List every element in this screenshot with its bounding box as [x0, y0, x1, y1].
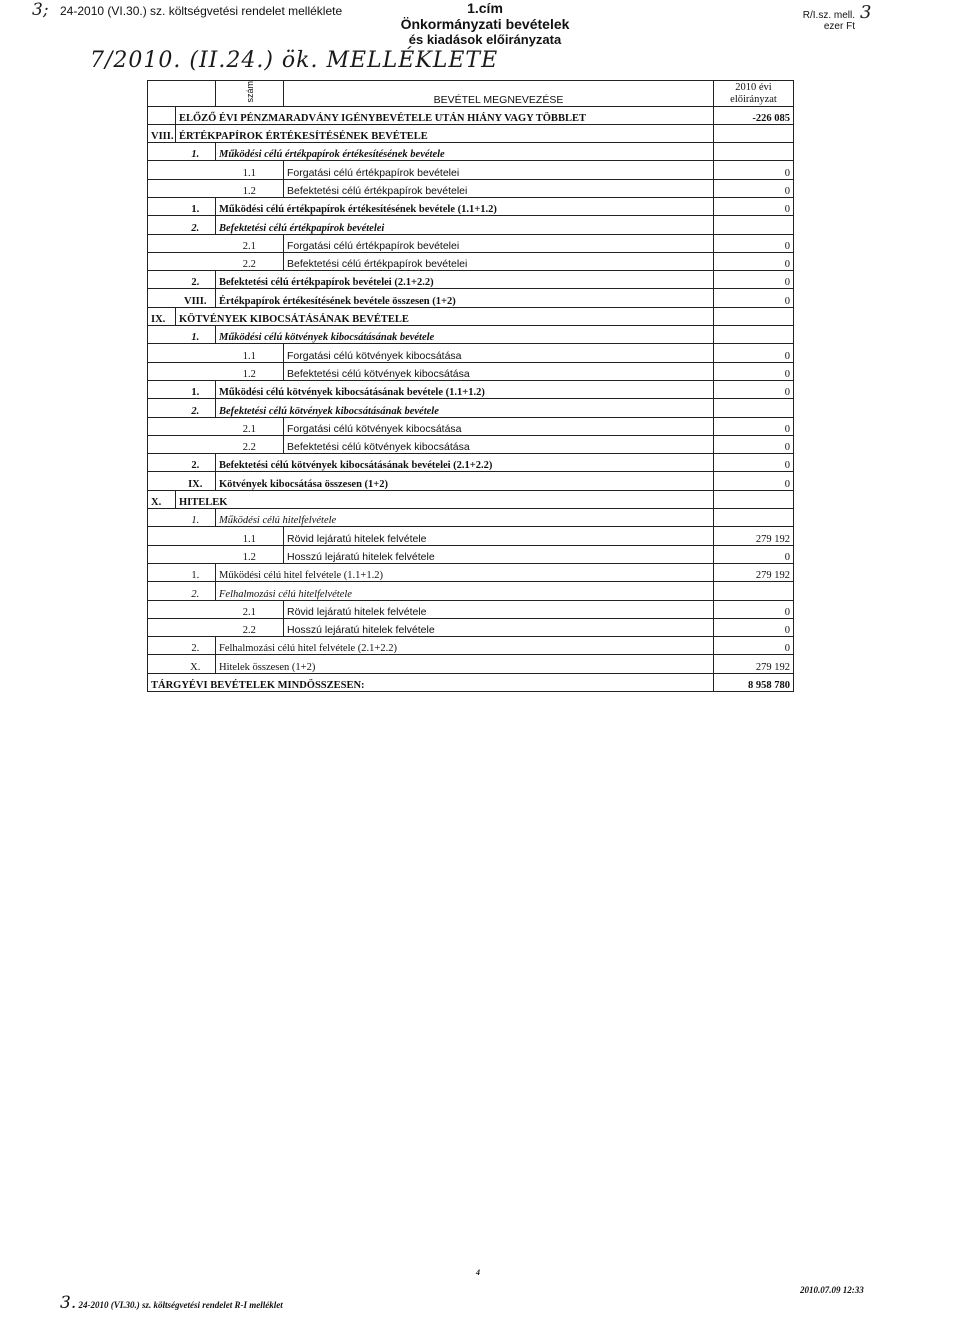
row-number [176, 435, 216, 453]
row-value [714, 509, 794, 527]
row-roman: VIII. [148, 124, 176, 142]
row-value: 279 192 [714, 527, 794, 545]
row-roman [148, 161, 176, 179]
row-number [176, 417, 216, 435]
row-roman [148, 143, 176, 161]
row-subnumber: 1.1 [216, 527, 284, 545]
year-header: 2010 évi előirányzat [714, 81, 794, 107]
row-label: ELŐZŐ ÉVI PÉNZMARADVÁNY IGÉNYBEVÉTELE UTÁN HIÁNY VAGY TÖBBLET [176, 106, 714, 124]
row-number: 2. [176, 216, 216, 234]
row-value: 279 192 [714, 563, 794, 581]
row-number [176, 545, 216, 563]
row-number: 1. [176, 509, 216, 527]
row-number: 1. [176, 563, 216, 581]
title-line-2: és kiadások előirányzata [408, 32, 562, 47]
row-label: Forgatási célú értékpapírok bevételei [284, 161, 714, 179]
row-label: Hitelek összesen (1+2) [216, 655, 714, 673]
revenue-table [147, 80, 794, 692]
row-label: Befektetési célú kötvények kibocsátásának bevételei (2.1+2.2) [216, 454, 714, 472]
footer-left [60, 1293, 283, 1313]
row-roman [148, 362, 176, 380]
row-value: 0 [714, 161, 794, 179]
footer-page-number: 4 [476, 1268, 480, 1277]
row-number: 2. [176, 637, 216, 655]
row-roman: X. [148, 490, 176, 508]
name-header: BEVÉTEL MEGNEVEZÉSE [284, 81, 714, 107]
unit-label: ezer Ft [823, 21, 855, 32]
row-label: Hosszú lejáratú hitelek felvétele [284, 618, 714, 636]
table-row [148, 216, 794, 234]
table-row [148, 380, 794, 398]
row-number [176, 161, 216, 179]
row-roman [148, 545, 176, 563]
row-label: Felhalmozási célú hitelfelvétele [216, 582, 714, 600]
table-row [148, 124, 794, 142]
row-value: 0 [714, 362, 794, 380]
row-value: 0 [714, 637, 794, 655]
row-label: Forgatási célú kötvények kibocsátása [284, 344, 714, 362]
row-value: 0 [714, 600, 794, 618]
table-row [148, 545, 794, 563]
row-value: 0 [714, 179, 794, 197]
ref-block [800, 10, 855, 32]
row-roman [148, 399, 176, 417]
row-roman [148, 198, 176, 216]
row-number [176, 600, 216, 618]
row-subnumber: 2.1 [216, 234, 284, 252]
row-number: 1. [176, 143, 216, 161]
table-row [148, 252, 794, 270]
row-label: ÉRTÉKPAPÍROK ÉRTÉKESÍTÉSÉNEK BEVÉTELE [176, 124, 714, 142]
row-label: Működési célú hitel felvétele (1.1+1.2) [216, 563, 714, 581]
row-number: VIII. [176, 289, 216, 307]
table-row [148, 179, 794, 197]
table-row [148, 307, 794, 325]
footer-text: 24-2010 (VI.30.) sz. költségvetési rendelet R-I melléklet [78, 1300, 283, 1310]
row-number [176, 179, 216, 197]
row-roman [148, 289, 176, 307]
row-roman [148, 527, 176, 545]
handwritten-page-number: 3 [860, 2, 872, 23]
title-line-1: Önkormányzati bevételek [400, 16, 570, 32]
table-row [148, 161, 794, 179]
row-subnumber: 2.2 [216, 435, 284, 453]
row-value [714, 490, 794, 508]
row-roman [148, 271, 176, 289]
table-row [148, 326, 794, 344]
row-number: 2. [176, 454, 216, 472]
row-roman [148, 563, 176, 581]
row-roman [148, 454, 176, 472]
row-roman: IX. [148, 307, 176, 325]
row-label: Hosszú lejáratú hitelek felvétele [284, 545, 714, 563]
row-number [176, 252, 216, 270]
page-mark: 3; [32, 0, 49, 20]
row-subnumber: 2.2 [216, 618, 284, 636]
row-label: Befektetési célú kötvények kibocsátása [284, 362, 714, 380]
row-value: 0 [714, 289, 794, 307]
table-row [148, 399, 794, 417]
row-roman [148, 582, 176, 600]
row-roman [148, 509, 176, 527]
row-label: Felhalmozási célú hitel felvétele (2.1+2.2) [216, 637, 714, 655]
row-roman [148, 216, 176, 234]
row-subnumber: 1.2 [216, 545, 284, 563]
row-roman [148, 618, 176, 636]
table-row [148, 143, 794, 161]
row-value [714, 143, 794, 161]
row-label: Működési célú értékpapírok értékesítésének bevétele [216, 143, 714, 161]
row-value [714, 124, 794, 142]
row-label: Működési célú kötvények kibocsátásának bevétele (1.1+1.2) [216, 380, 714, 398]
row-value: 0 [714, 380, 794, 398]
row-roman [148, 600, 176, 618]
table-row [148, 600, 794, 618]
row-roman [148, 655, 176, 673]
row-roman [148, 380, 176, 398]
row-number: X. [176, 655, 216, 673]
row-label: Befektetési célú értékpapírok bevételei [284, 252, 714, 270]
row-roman [148, 435, 176, 453]
row-value [714, 399, 794, 417]
ref-label: R/I.sz. mell. [802, 10, 855, 21]
table-header-row [148, 81, 794, 107]
table-row [148, 198, 794, 216]
row-value: 279 192 [714, 655, 794, 673]
row-subnumber: 1.1 [216, 161, 284, 179]
row-number [176, 344, 216, 362]
row-value: 0 [714, 545, 794, 563]
table-row [148, 582, 794, 600]
row-number: 1. [176, 198, 216, 216]
row-value [714, 216, 794, 234]
row-value [714, 582, 794, 600]
row-label: Befektetési célú kötvények kibocsátása [284, 435, 714, 453]
row-value: 0 [714, 472, 794, 490]
row-value: 0 [714, 435, 794, 453]
row-roman [148, 106, 176, 124]
table-row [148, 344, 794, 362]
row-value: 8 958 780 [714, 673, 794, 691]
row-label: Befektetési célú értékpapírok bevételei [284, 179, 714, 197]
row-roman [148, 326, 176, 344]
row-value: 0 [714, 454, 794, 472]
row-value: 0 [714, 618, 794, 636]
row-roman [148, 234, 176, 252]
row-number [176, 234, 216, 252]
row-roman [148, 179, 176, 197]
document-header [380, 0, 590, 47]
table-row [148, 490, 794, 508]
row-label: KÖTVÉNYEK KIBOCSÁTÁSÁNAK BEVÉTELE [176, 307, 714, 325]
footer-mark: 3. [60, 1293, 77, 1313]
row-label: Befektetési célú értékpapírok bevételei [216, 216, 714, 234]
szam-header: szám [244, 81, 255, 103]
row-subnumber: 1.2 [216, 362, 284, 380]
row-value [714, 307, 794, 325]
row-number: 2. [176, 582, 216, 600]
table-row [148, 417, 794, 435]
row-subnumber: 1.2 [216, 179, 284, 197]
row-number: 2. [176, 399, 216, 417]
row-number [176, 618, 216, 636]
row-roman [148, 252, 176, 270]
table-row [148, 289, 794, 307]
row-label: Befektetési célú értékpapírok bevételei (2.1+2.2) [216, 271, 714, 289]
table-row [148, 106, 794, 124]
table-row [148, 454, 794, 472]
table-row [148, 563, 794, 581]
row-number [176, 362, 216, 380]
row-value: 0 [714, 271, 794, 289]
row-number: 2. [176, 271, 216, 289]
row-value: 0 [714, 417, 794, 435]
row-roman [148, 344, 176, 362]
row-subnumber: 2.1 [216, 600, 284, 618]
row-value: -226 085 [714, 106, 794, 124]
row-label: Működési célú értékpapírok értékesítésének bevétele (1.1+1.2) [216, 198, 714, 216]
cim-label: 1.cím [467, 0, 503, 16]
row-number: 1. [176, 326, 216, 344]
footer-stamp: 2010.07.09 12:33 [800, 1285, 864, 1295]
row-subnumber: 1.1 [216, 344, 284, 362]
table-row [148, 618, 794, 636]
row-label: Értékpapírok értékesítésének bevétele összesen (1+2) [216, 289, 714, 307]
row-value: 0 [714, 344, 794, 362]
row-subnumber: 2.1 [216, 417, 284, 435]
handwritten-annotation: 7/2010. (II.24.) ök. MELLÉKLETE [90, 48, 499, 73]
row-label: Forgatási célú kötvények kibocsátása [284, 417, 714, 435]
row-label: Kötvények kibocsátása összesen (1+2) [216, 472, 714, 490]
row-value: 0 [714, 198, 794, 216]
table-row [148, 271, 794, 289]
table-row [148, 527, 794, 545]
table-row [148, 362, 794, 380]
row-number [176, 527, 216, 545]
decree-title: 24-2010 (VI.30.) sz. költségvetési rendelet melléklete [60, 4, 343, 18]
row-number: IX. [176, 472, 216, 490]
row-roman [148, 417, 176, 435]
table-row [148, 435, 794, 453]
row-value: 0 [714, 252, 794, 270]
row-label: TÁRGYÉVI BEVÉTELEK MINDÖSSZESEN: [148, 673, 714, 691]
row-label: Rövid lejáratú hitelek felvétele [284, 600, 714, 618]
table-row [148, 637, 794, 655]
row-value: 0 [714, 234, 794, 252]
table-row [148, 673, 794, 691]
table-row [148, 472, 794, 490]
row-roman [148, 637, 176, 655]
row-label: Forgatási célú értékpapírok bevételei [284, 234, 714, 252]
row-label: HITELEK [176, 490, 714, 508]
row-subnumber: 2.2 [216, 252, 284, 270]
row-number: 1. [176, 380, 216, 398]
row-value [714, 326, 794, 344]
row-label: Befektetési célú kötvények kibocsátásának bevétele [216, 399, 714, 417]
table-row [148, 655, 794, 673]
row-roman [148, 472, 176, 490]
table-row [148, 234, 794, 252]
row-label: Rövid lejáratú hitelek felvétele [284, 527, 714, 545]
table-row [148, 509, 794, 527]
row-label: Működési célú hitelfelvétele [216, 509, 714, 527]
row-label: Működési célú kötvények kibocsátásának bevétele [216, 326, 714, 344]
